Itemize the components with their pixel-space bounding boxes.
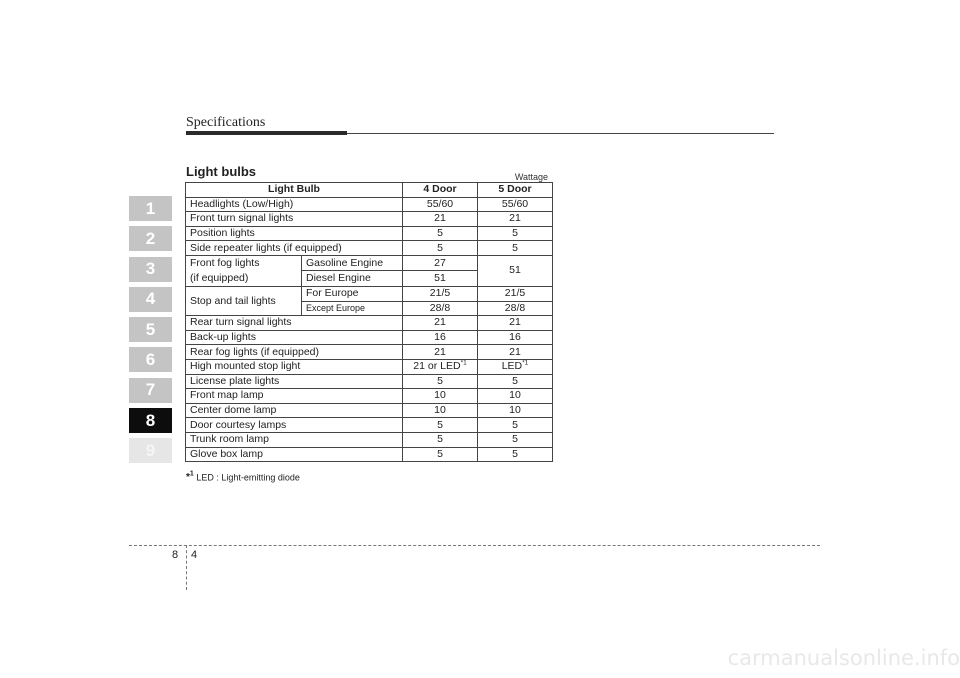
footnote — [186, 471, 300, 483]
row-label: Door courtesy lamps — [186, 418, 403, 433]
row-label: Side repeater lights (if equipped) — [186, 241, 403, 256]
cell-5door: 21/5 — [478, 286, 553, 301]
column-header-5door: 5 Door — [478, 183, 553, 198]
sub-label-gasoline: Gasoline Engine — [302, 255, 403, 271]
cell-4door: 21/5 — [403, 286, 478, 301]
high-stop-4door-value: 21 or LED — [413, 360, 461, 373]
table-row — [186, 389, 553, 404]
cell-4door: 5 — [403, 418, 478, 433]
row-label-front-fog — [186, 255, 302, 286]
table-row — [186, 359, 553, 374]
cell-5door: 21 — [478, 212, 553, 227]
cell-5door: 5 — [478, 226, 553, 241]
cell-4door: 5 — [403, 241, 478, 256]
table-row — [186, 255, 553, 271]
cell-5door: 51 — [478, 255, 553, 286]
cell-4door: 21 — [403, 316, 478, 331]
row-label: Back-up lights — [186, 330, 403, 345]
table-row — [186, 286, 553, 301]
row-label: Rear fog lights (if equipped) — [186, 345, 403, 360]
cell-4door: 51 — [403, 271, 478, 287]
footnote-marker: *1 — [522, 359, 529, 367]
cell-4door: 21 — [403, 212, 478, 227]
footer-rule — [129, 545, 820, 546]
section-title: Light bulbs — [186, 164, 257, 179]
chapter-tab-3[interactable]: 3 — [129, 257, 172, 282]
chapter-tab-4[interactable]: 4 — [129, 287, 172, 312]
chapter-tab-2[interactable]: 2 — [129, 226, 172, 251]
cell-4door — [403, 359, 478, 374]
table-row — [186, 212, 553, 227]
table-row — [186, 330, 553, 345]
footer-divider — [186, 545, 187, 590]
cell-4door: 10 — [403, 389, 478, 404]
table-row — [186, 241, 553, 256]
cell-4door: 16 — [403, 330, 478, 345]
sub-label-except-europe: Except Europe — [302, 301, 403, 316]
cell-5door: 5 — [478, 241, 553, 256]
table-row — [186, 374, 553, 389]
cell-4door: 55/60 — [403, 197, 478, 212]
chapter-tab-8[interactable]: 8 — [129, 408, 172, 433]
row-label: Position lights — [186, 226, 403, 241]
footnote-marker: *1 — [460, 359, 467, 367]
front-fog-label-line2: (if equipped) — [190, 271, 249, 284]
table-row — [186, 197, 553, 212]
cell-5door: 5 — [478, 374, 553, 389]
footnote-number: 1 — [189, 471, 194, 478]
cell-5door: 10 — [478, 403, 553, 418]
cell-4door: 5 — [403, 226, 478, 241]
cell-4door: 5 — [403, 374, 478, 389]
table-row — [186, 432, 553, 447]
table-row — [186, 345, 553, 360]
site-watermark: carmanualsonline.info — [727, 646, 960, 670]
table-header-row — [186, 183, 553, 198]
cell-5door: 21 — [478, 345, 553, 360]
page-header-title: Specifications — [186, 115, 266, 130]
footnote-symbol: *$^1$ — [186, 471, 194, 484]
row-label: Center dome lamp — [186, 403, 403, 418]
row-label: Rear turn signal lights — [186, 316, 403, 331]
table-row — [186, 403, 553, 418]
table-row — [186, 226, 553, 241]
row-label: Trunk room lamp — [186, 432, 403, 447]
cell-4door: 5 — [403, 447, 478, 462]
cell-5door: 55/60 — [478, 197, 553, 212]
cell-4door: 10 — [403, 403, 478, 418]
chapter-tab-5[interactable]: 5 — [129, 317, 172, 342]
cell-5door: 21 — [478, 316, 553, 331]
cell-4door: 27 — [403, 255, 478, 271]
chapter-tab-1[interactable]: 1 — [129, 196, 172, 221]
sub-label-europe: For Europe — [302, 286, 403, 301]
high-stop-5door-value: LED — [501, 360, 523, 373]
row-label: High mounted stop light — [186, 359, 403, 374]
row-label: License plate lights — [186, 374, 403, 389]
chapter-tab-9[interactable]: 9 — [129, 438, 172, 463]
unit-note: Wattage — [514, 172, 548, 182]
table-row — [186, 447, 553, 462]
row-label: Glove box lamp — [186, 447, 403, 462]
row-label-stop-tail: Stop and tail lights — [186, 286, 302, 315]
chapter-tabs — [129, 196, 172, 469]
chapter-tab-7[interactable]: 7 — [129, 378, 172, 403]
footer-page-number: 4 — [191, 549, 198, 561]
table-row — [186, 418, 553, 433]
light-bulb-table — [185, 182, 553, 462]
row-label: Headlights (Low/High) — [186, 197, 403, 212]
footnote-text: LED : Light-emitting diode — [193, 472, 300, 483]
cell-5door: 28/8 — [478, 301, 553, 316]
column-header-4door: 4 Door — [403, 183, 478, 198]
front-fog-label-line1: Front fog lights — [190, 256, 260, 269]
cell-5door: 10 — [478, 389, 553, 404]
row-label: Front map lamp — [186, 389, 403, 404]
cell-5door: 5 — [478, 418, 553, 433]
header-rule-accent — [186, 131, 347, 135]
cell-5door — [478, 359, 553, 374]
cell-5door: 16 — [478, 330, 553, 345]
cell-5door: 5 — [478, 447, 553, 462]
cell-4door: 5 — [403, 432, 478, 447]
column-header-bulb: Light Bulb — [186, 183, 403, 198]
row-label: Front turn signal lights — [186, 212, 403, 227]
cell-4door: 28/8 — [403, 301, 478, 316]
cell-5door: 5 — [478, 432, 553, 447]
table-row — [186, 316, 553, 331]
chapter-tab-6[interactable]: 6 — [129, 347, 172, 372]
cell-4door: 21 — [403, 345, 478, 360]
footer-chapter-number: 8 — [172, 549, 179, 561]
sub-label-diesel: Diesel Engine — [302, 271, 403, 287]
